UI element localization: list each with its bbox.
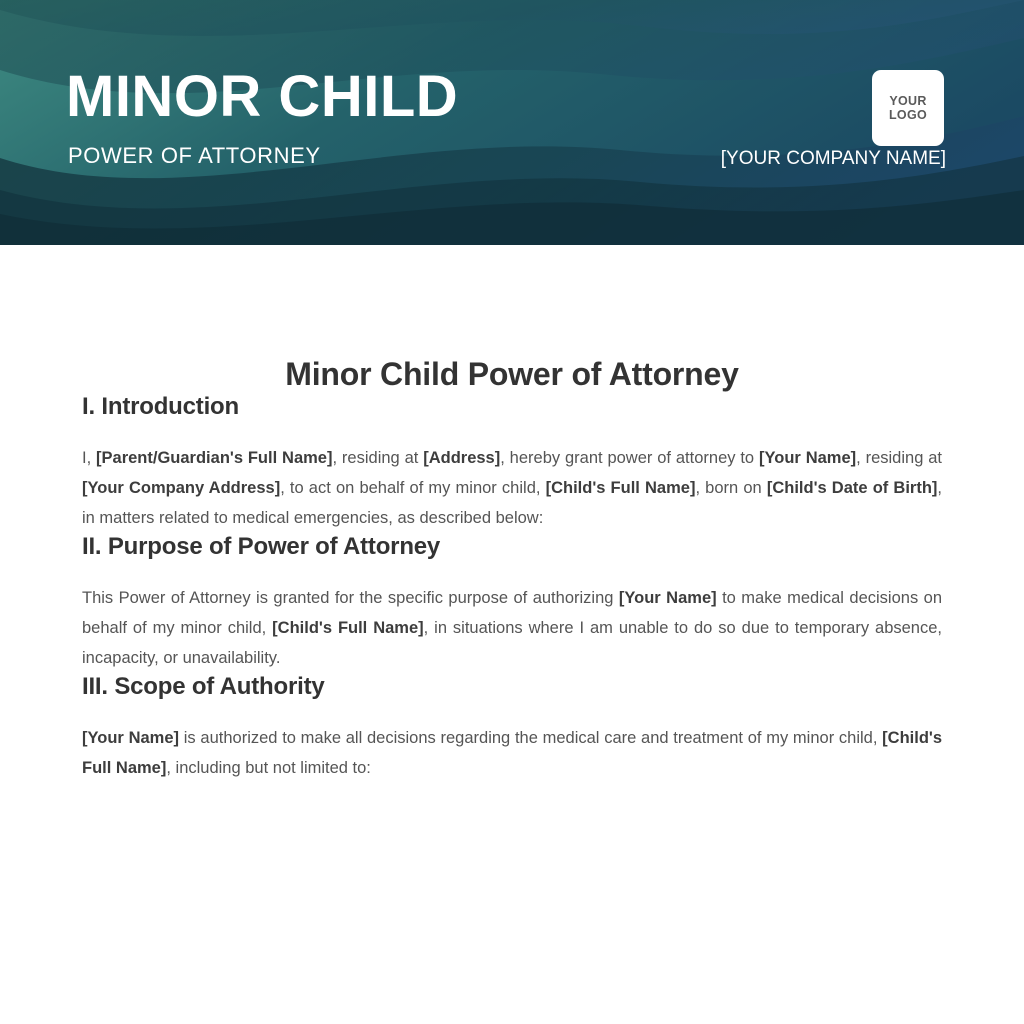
company-name: [YOUR COMPANY NAME] bbox=[720, 148, 946, 169]
section-heading-1: I. Introduction bbox=[82, 393, 239, 420]
section-heading-3: III. Scope of Authority bbox=[82, 673, 325, 700]
section-paragraph-1: I, [Parent/Guardian's Full Name], residing at [Address], hereby grant power of attorney to [Your Name], residing at [Your Company Address], to act on behalf of my minor child, [Child's Full Name], born on [Child's Date of Birth], in matters related to medical emergencies, as described below: bbox=[82, 449, 942, 527]
banner-subtitle: POWER OF ATTORNEY bbox=[68, 143, 321, 168]
banner-title: MINOR CHILD bbox=[66, 64, 459, 129]
section-paragraph-3: [Your Name] is authorized to make all decisions regarding the medical care and treatment of my minor child, [Child's Full Name], including but not limited to: bbox=[82, 729, 943, 777]
section-paragraph-2: This Power of Attorney is granted for the specific purpose of authorizing [Your Name] to make medical decisions on behalf of my minor child, [Child's Full Name], in situations where I am unable to do so due to temporary absence, incapacity, or unavailability. bbox=[82, 589, 942, 667]
logo-placeholder bbox=[872, 70, 944, 146]
header-banner bbox=[0, 0, 1024, 245]
logo-line-2: LOGO bbox=[888, 108, 927, 122]
section-heading-2: II. Purpose of Power of Attorney bbox=[82, 533, 441, 560]
document-body bbox=[0, 245, 1024, 783]
page-title: Minor Child Power of Attorney bbox=[285, 356, 739, 392]
logo-line-1: YOUR bbox=[889, 93, 927, 108]
